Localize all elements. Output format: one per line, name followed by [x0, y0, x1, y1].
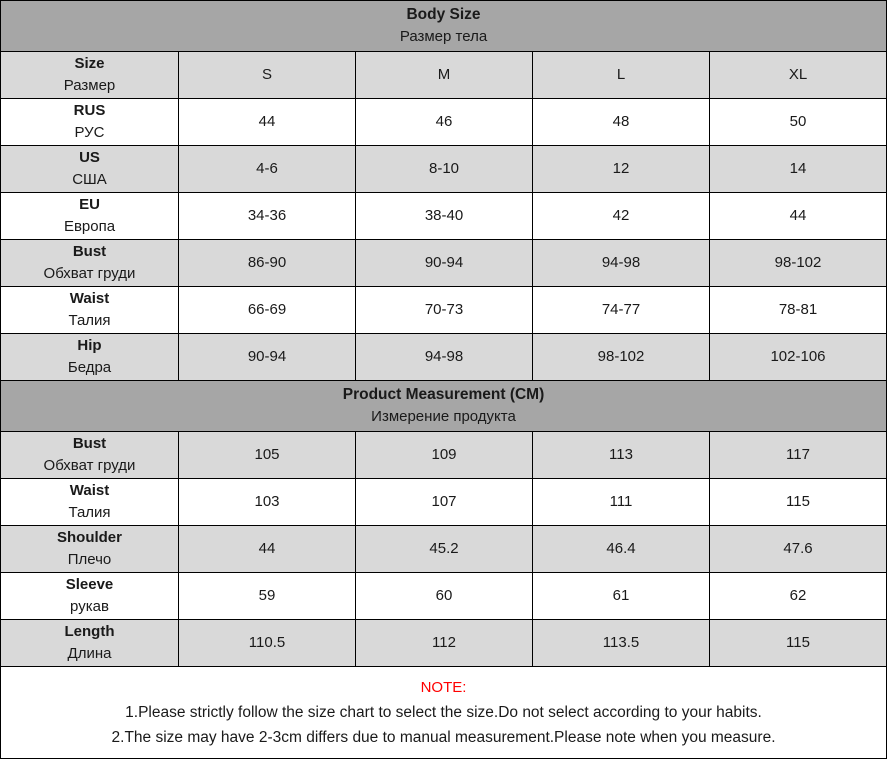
- row-label: [1, 526, 179, 573]
- row-label: [1, 99, 179, 146]
- value-cell: 47.6: [710, 526, 887, 573]
- product-measurement-header-row: [1, 381, 887, 432]
- row-label-en: US: [79, 149, 100, 166]
- value-cell: S: [179, 52, 356, 99]
- row-label-ru: США: [72, 171, 107, 188]
- body-size-header-cell: [1, 1, 887, 52]
- value-cell: 45.2: [356, 526, 533, 573]
- row-label-en: RUS: [73, 102, 106, 119]
- row-label: [1, 334, 179, 381]
- note-row: [1, 667, 887, 759]
- row-label-ru: Бедра: [67, 359, 112, 376]
- value-cell: 105: [179, 432, 356, 479]
- row-label-en: Hip: [77, 337, 102, 354]
- value-cell: 107: [356, 479, 533, 526]
- value-cell: 61: [533, 573, 710, 620]
- value-cell: 98-102: [710, 240, 887, 287]
- value-cell: 90-94: [179, 334, 356, 381]
- row-label-ru: Талия: [68, 504, 111, 521]
- row-label-en: Bust: [72, 243, 107, 260]
- value-cell: 66-69: [179, 287, 356, 334]
- value-cell: XL: [710, 52, 887, 99]
- note-line-2: 2.The size may have 2-3cm differs due to manual measurement.Please note when you measure.: [111, 728, 776, 746]
- value-cell: 44: [179, 526, 356, 573]
- product-measurement-header-cell: [1, 381, 887, 432]
- row-label: [1, 620, 179, 667]
- value-cell: 94-98: [533, 240, 710, 287]
- value-cell: 42: [533, 193, 710, 240]
- value-cell: 14: [710, 146, 887, 193]
- row-label-ru: Плечо: [67, 551, 112, 568]
- note-section: [1, 667, 887, 759]
- table-row-us: [1, 146, 887, 193]
- row-label-en: Sleeve: [65, 576, 114, 593]
- row-label: [1, 573, 179, 620]
- row-label-en: Size: [74, 55, 105, 72]
- value-cell: L: [533, 52, 710, 99]
- table-row-eu: [1, 193, 887, 240]
- table-row-hip: [1, 334, 887, 381]
- value-cell: 103: [179, 479, 356, 526]
- value-cell: 12: [533, 146, 710, 193]
- row-label-en: Waist: [69, 290, 110, 307]
- value-cell: 113: [533, 432, 710, 479]
- value-cell: 8-10: [356, 146, 533, 193]
- value-cell: 50: [710, 99, 887, 146]
- body-size-section: [1, 1, 887, 381]
- value-cell: 115: [710, 620, 887, 667]
- product-measurement-title: Product Measurement (CM): [342, 386, 545, 403]
- table-row-shoulder: [1, 526, 887, 573]
- row-label: [1, 479, 179, 526]
- value-cell: 62: [710, 573, 887, 620]
- value-cell: 113.5: [533, 620, 710, 667]
- table-row-size: [1, 52, 887, 99]
- value-cell: 34-36: [179, 193, 356, 240]
- value-cell: 86-90: [179, 240, 356, 287]
- row-label: [1, 193, 179, 240]
- value-cell: 60: [356, 573, 533, 620]
- note-line-1: 1.Please strictly follow the size chart to select the size.Do not select according to your habits.: [125, 703, 762, 721]
- value-cell: M: [356, 52, 533, 99]
- row-label: [1, 52, 179, 99]
- value-cell: 44: [710, 193, 887, 240]
- value-cell: 98-102: [533, 334, 710, 381]
- table-row-sleeve: [1, 573, 887, 620]
- note-cell: [1, 667, 887, 759]
- value-cell: 74-77: [533, 287, 710, 334]
- table-row-bust: [1, 432, 887, 479]
- row-label-ru: Талия: [68, 312, 111, 329]
- table-row-bust: [1, 240, 887, 287]
- value-cell: 70-73: [356, 287, 533, 334]
- row-label-en: Length: [64, 623, 115, 640]
- row-label-en: EU: [79, 196, 100, 213]
- value-cell: 110.5: [179, 620, 356, 667]
- body-size-header-row: [1, 1, 887, 52]
- body-size-subtitle: Размер тела: [399, 28, 488, 45]
- value-cell: 111: [533, 479, 710, 526]
- row-label-ru: РУС: [74, 124, 105, 141]
- row-label-en: Waist: [69, 482, 110, 499]
- row-label-ru: Обхват груди: [43, 265, 136, 282]
- row-label-ru: Европа: [63, 218, 116, 235]
- table-row-waist: [1, 479, 887, 526]
- table-row-rus: [1, 99, 887, 146]
- value-cell: 46: [356, 99, 533, 146]
- row-label-ru: Длина: [67, 645, 112, 662]
- value-cell: 46.4: [533, 526, 710, 573]
- value-cell: 4-6: [179, 146, 356, 193]
- note-title: NOTE:: [420, 678, 467, 696]
- value-cell: 117: [710, 432, 887, 479]
- value-cell: 44: [179, 99, 356, 146]
- row-label-en: Bust: [72, 435, 107, 452]
- value-cell: 48: [533, 99, 710, 146]
- table-row-length: [1, 620, 887, 667]
- value-cell: 59: [179, 573, 356, 620]
- row-label: [1, 287, 179, 334]
- body-size-title: Body Size: [406, 6, 481, 23]
- row-label-ru: Обхват груди: [43, 457, 136, 474]
- table-row-waist: [1, 287, 887, 334]
- row-label-ru: рукав: [70, 598, 109, 615]
- row-label-ru: Размер: [63, 77, 116, 94]
- value-cell: 109: [356, 432, 533, 479]
- value-cell: 115: [710, 479, 887, 526]
- value-cell: 90-94: [356, 240, 533, 287]
- row-label: [1, 240, 179, 287]
- row-label: [1, 432, 179, 479]
- row-label-en: Shoulder: [56, 529, 122, 546]
- value-cell: 78-81: [710, 287, 887, 334]
- product-measurement-subtitle: Измерение продукта: [371, 408, 516, 425]
- product-measurement-section: [1, 381, 887, 667]
- value-cell: 102-106: [710, 334, 887, 381]
- row-label: [1, 146, 179, 193]
- value-cell: 94-98: [356, 334, 533, 381]
- value-cell: 112: [356, 620, 533, 667]
- value-cell: 38-40: [356, 193, 533, 240]
